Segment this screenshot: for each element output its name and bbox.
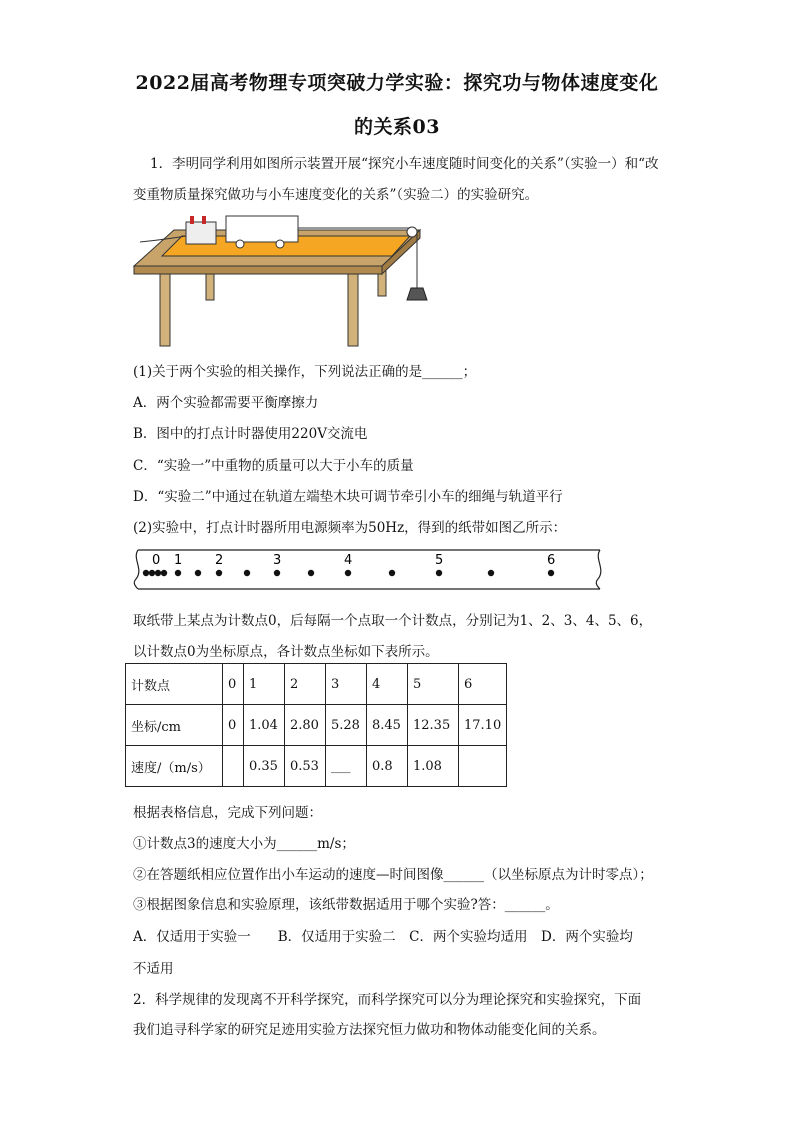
tape-label-1: 1 [174, 553, 183, 568]
paper-tape [130, 545, 608, 595]
q1-option-a: A．两个实验都需要平衡摩擦力 [133, 395, 319, 411]
table-cell [223, 746, 244, 787]
q1-sub2: ②在答题纸相应位置作出小车运动的速度—时间图像______（以坐标原点为计时零点）； [133, 867, 653, 883]
tape-dots [143, 570, 554, 576]
tape-label-4: 4 [344, 553, 353, 568]
q1-intro-line2: 变重物质量探究做功与小车速度变化的关系”（实验二）的实验研究。 [133, 187, 539, 203]
q1-sub3: ③根据图象信息和实验原理，该纸带数据适用于哪个实验?答：______。 [133, 897, 559, 913]
q1-choice-line: A．仅适用于实验一 B．仅适用于实验二 C．两个实验均适用 D．两个实验均 [133, 929, 633, 945]
table-cell: 0 [223, 664, 244, 705]
table-cell: 1 [244, 664, 285, 705]
q1-choice-line2: 不适用 [133, 961, 174, 977]
table-cell: 1.04 [244, 705, 285, 746]
q1-option-c: C．“实验一”中重物的质量可以大于小车的质量 [133, 458, 414, 474]
table-cell: 17.10 [459, 705, 507, 746]
table-cell: 12.35 [408, 705, 459, 746]
table-cell: 0.53 [285, 746, 326, 787]
table-cell: 速度/（m/s） [126, 746, 223, 787]
table-row [126, 705, 507, 746]
table-cell: 5 [408, 664, 459, 705]
q1-after-table: 根据表格信息，完成下列问题： [133, 805, 322, 821]
table-cell: 6 [459, 664, 507, 705]
table-cell: 8.45 [367, 705, 408, 746]
table-cell: 坐标/cm [126, 705, 223, 746]
tape-label-2: 2 [215, 553, 224, 568]
table-cell: 3 [326, 664, 367, 705]
doc-title-line2: 的关系03 [354, 116, 440, 138]
q1-intro-line1: 1．李明同学利用如图所示装置开展“探究小车速度随时间变化的关系”（实验一）和“改 [150, 156, 659, 172]
tape-label-6: 6 [547, 553, 556, 568]
tape-label-5: 5 [435, 553, 444, 568]
data-table [125, 663, 507, 787]
table-cell: 计数点 [126, 664, 223, 705]
table-cell: 2.80 [285, 705, 326, 746]
q1-part2: (2)实验中，打点计时器所用电源频率为50Hz，得到的纸带如图乙所示： [133, 520, 567, 536]
table-cell [459, 746, 507, 787]
q1-option-b: B．图中的打点计时器使用220V交流电 [133, 426, 368, 442]
table-cell: 2 [285, 664, 326, 705]
table-cell: 0.8 [367, 746, 408, 787]
table-cell: 4 [367, 664, 408, 705]
q1-sub1: ①计数点3的速度大小为______m/s； [133, 836, 355, 852]
q2-line2: 我们追寻科学家的研究足迹用实验方法探究恒力做功和物体动能变化间的关系。 [133, 1022, 606, 1038]
tape-label-0: 0 [152, 553, 161, 568]
table-row [126, 664, 507, 705]
table-cell: ___ [326, 746, 367, 787]
q1-desc-line2: 以计数点0为坐标原点，各计数点坐标如下表所示。 [133, 644, 439, 660]
table-cell: 1.08 [408, 746, 459, 787]
q1-desc-line1: 取纸带上某点为计数点0，后每隔一个点取一个计数点，分别记为1、2、3、4、5、6， [133, 613, 653, 629]
q2-line1: 2．科学规律的发现离不开科学探究，而科学探究可以分为理论探究和实验探究，下面 [133, 992, 642, 1008]
q1-part1: (1)关于两个实验的相关操作，下列说法正确的是______； [133, 364, 477, 380]
q1-option-d: D．“实验二”中通过在轨道左端垫木块可调节牵引小车的细绳与轨道平行 [133, 489, 563, 505]
table-cell: 5.28 [326, 705, 367, 746]
table-cell: 0 [223, 705, 244, 746]
table-cell: 0.35 [244, 746, 285, 787]
table-row [126, 746, 507, 787]
apparatus-figure [130, 208, 440, 348]
doc-title-line1: 2022届高考物理专项突破力学实验：探究功与物体速度变化 [135, 72, 659, 94]
tape-label-3: 3 [273, 553, 282, 568]
